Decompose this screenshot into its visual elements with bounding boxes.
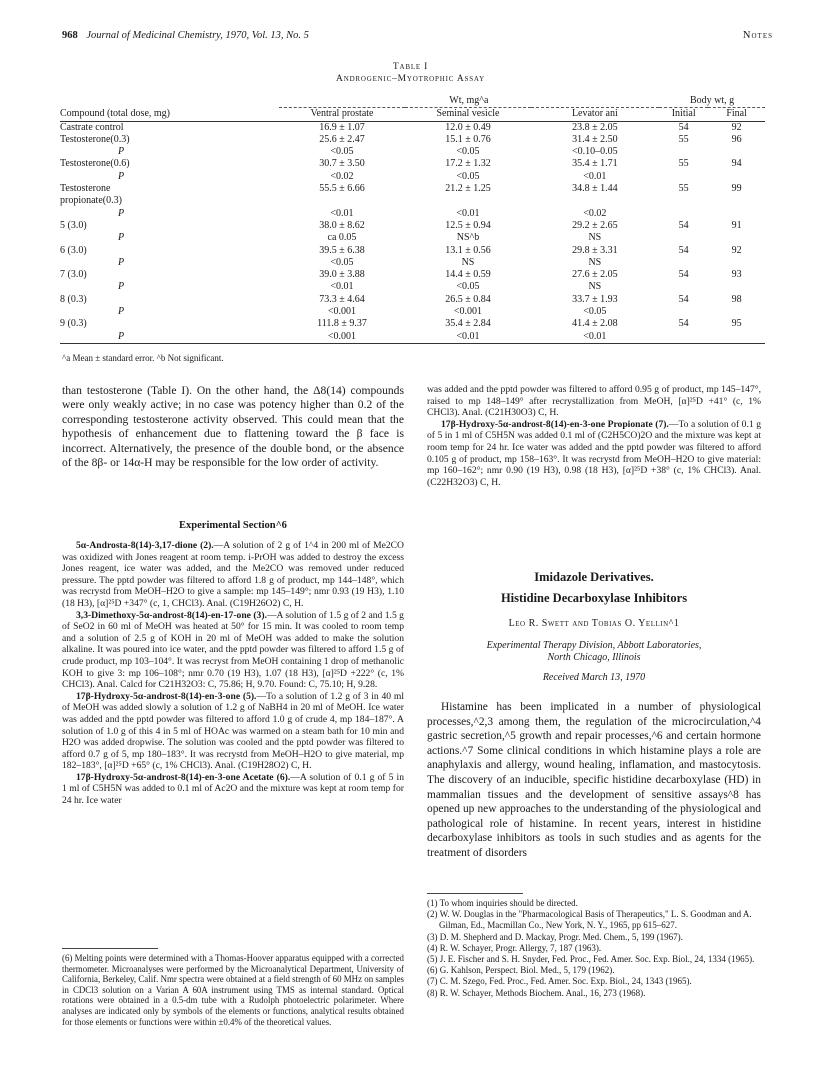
table-cell: 17.2 ± 1.32 — [445, 158, 491, 170]
reference-item: (1) To whom inquiries should be directed. — [427, 898, 578, 908]
table-cell: 98 — [731, 293, 742, 305]
table-cell-compound: P — [118, 207, 125, 219]
table-cell — [659, 195, 708, 207]
table-cell: 34.8 ± 1.44 — [572, 183, 618, 195]
table-row — [60, 331, 765, 344]
table-cell — [708, 331, 765, 344]
table-cell: 39.5 ± 6.38 — [319, 244, 365, 256]
reference-item: (4) R. W. Schayer, Progr. Allergy, 7, 187 (1963). — [427, 942, 602, 953]
table-cell: 54 — [678, 318, 689, 330]
table-cell: 54 — [678, 293, 689, 305]
table-row — [60, 318, 765, 330]
section-name: Notes — [742, 30, 773, 41]
table-cell — [531, 195, 660, 207]
table-cell: 14.4 ± 0.59 — [445, 269, 491, 281]
table-cell — [708, 171, 765, 183]
table-cell: <0.01 — [456, 330, 480, 342]
table-cell: 16.9 ± 1.07 — [319, 121, 365, 133]
table-cell-compound: P — [118, 330, 125, 342]
table-cell — [659, 171, 708, 183]
col-header-levator-ani: Levator ani — [571, 108, 618, 120]
article-authors: Leo R. Swett and Tobias O. Yellin^1 — [508, 618, 680, 629]
table-row — [60, 257, 765, 269]
table-footnote: ^a Mean ± standard error. ^b Not significant. — [62, 353, 224, 363]
table-cell — [659, 208, 708, 220]
exp-paragraph-4-cont: was added and the pptd powder was filtered to afford 0.95 g of product, mp 145–147°, raised to mp 148–149° after recrystallization from MeOH, [α]²⁵D +41° (c, 1% CHCl3). Anal. (C21H30O3) C, H. — [427, 384, 761, 419]
table-label: Table I — [392, 62, 429, 72]
table-cell: 54 — [678, 244, 689, 256]
table-cell: <0.001 — [453, 306, 483, 318]
table-cell: 12.5 ± 0.94 — [445, 219, 491, 231]
discussion-paragraph: than testosterone (Table I). On the other hand, the Δ8(14) compounds were only weakly active; in no case was potency higher than 0.2 of the corresponding testosterone activity observed. This could mean that the hypothesis of enhancement due to flattening toward the β face is incorrect. Alternatively, the presence of the double bond, or the absence of the 8β- or 14α-H may be responsible for the low order of activity. — [62, 384, 404, 470]
table-cell: <0.05 — [456, 170, 480, 182]
reference-item: (5) J. E. Fischer and S. H. Snyder, Fed. Proc., Fed. Amer. Soc. Exp. Biol., 24, 1334 (1965). — [427, 954, 755, 965]
table-row — [60, 195, 765, 207]
table-cell: <0.01 — [330, 281, 354, 293]
table-cell-compound: Castrate control — [60, 121, 124, 133]
table-cell: 13.1 ± 0.56 — [445, 244, 491, 256]
table-cell-compound: Testosterone(0.3) — [60, 133, 130, 145]
table-cell: 55 — [678, 158, 689, 170]
table-cell: <0.01 — [456, 207, 480, 219]
article-title-line-1: Imidazole Derivatives. — [534, 570, 654, 584]
table-cell: 111.8 ± 9.37 — [317, 318, 367, 330]
table-cell: 92 — [731, 121, 742, 133]
table-cell: 94 — [731, 158, 742, 170]
reference-item: (8) R. W. Schayer, Methods Biochem. Anal., 16, 273 (1968). — [427, 987, 646, 998]
article-title-line-2: Histidine Decarboxylase Inhibitors — [500, 591, 688, 605]
table-cell: NS — [588, 281, 602, 293]
exp-paragraph-3: 17β-Hydroxy-5α-androst-8(14)-en-3-one (5).—To a solution of 1.2 g of 3 in 40 ml of MeOH was added slowly a solution of 1.2 g of NaBH4 in 20 ml of MeOH. Ice water was added and the pptd powder was filtered to afford 1.0 g of crude 4, mp 184–187°. A solution of 1.0 g of this 4 in 5 ml of HOAc was warmed on a steam bath for 10 min and H2O was added dropwise. The solution was cooled and the pptd powder was filtered to afford 0.7 g of 5, mp 180–183°. It was recrystd from MeOH–H2O to give material, mp 182–183°, [α]²⁵D +65° (c, 1% CHCl3). Anal. (C19H28O2) C, H. — [62, 690, 404, 772]
table-cell — [659, 146, 708, 158]
journal-title: Journal of Medicinal Chemistry, 1970, Vol. 13, No. 5 — [86, 30, 309, 41]
table-cell: 33.7 ± 1.93 — [572, 293, 618, 305]
running-header — [62, 30, 309, 41]
table-row — [60, 171, 765, 183]
exp-paragraph-1: 5α-Androsta-8(14)-3,17-dione (2).—A solution of 2 g of 1^4 in 200 ml of Me2CO was oxidized with Jones reagent at room temp. i-PrOH was added to destroy the excess Jones reagent, ice water was added, and the Me2CO was removed under reduced pressure. The pptd powder was filtered to afford 1.8 g of product, mp 144–148°, which was recrystd from MeOH–H2O to give a sample: mp 145–149°; nmr 0.93 (19 H3), 1.10 (18 H3), [α]²⁵D +347° (c, 1, CHCl3). Anal. (C19H26O2) C, H. — [62, 540, 404, 609]
reference-item: (3) D. M. Shepherd and D. Mackay, Progr. Med. Chem., 5, 199 (1967). — [427, 931, 683, 942]
table-cell — [708, 232, 765, 244]
table-cell: 96 — [731, 133, 742, 145]
table-cell: <0.05 — [330, 146, 354, 158]
table-row — [60, 294, 765, 306]
table-cell: 15.1 ± 0.76 — [445, 133, 491, 145]
table-cell-compound: 5 (3.0) — [60, 219, 87, 231]
exp-paragraph-2: 3,3-Dimethoxy-5α-androst-8(14)-en-17-one (3).—A solution of 1.5 g of 2 and 1.5 g of SeO2 in 60 ml of MeOH was heated at 50° for 15 min. It was cooled to room temp and a solution of 2.5 g of KOH in 20 ml of MeOH was added to make the solution alkaline. It was poured into ice water, and the pptd powder was filtered to afford 1.5 g of crude product, mp 103–104°. It was recryst from MeOH containing 1 drop of methanolic KOH to give 3: mp 106–108°; nmr 0.70 (19 H3), 1.07 (18 H3), [α]²⁵D +222° (c, 1% CHCl3). Anal. Calcd for C21H32O3: C, 75.86; H, 9.70. Found: C, 75.10; H, 9.28. — [62, 609, 404, 691]
col-header-seminal-vesicle: Seminal vesicle — [436, 108, 500, 120]
table-cell-compound: 7 (3.0) — [60, 269, 87, 281]
table-cell: <0.10–0.05 — [572, 146, 618, 158]
references-divider — [427, 893, 523, 894]
table-cell: ca 0.05 — [327, 232, 357, 244]
table-cell-compound: P — [118, 146, 125, 158]
table-row — [60, 281, 765, 293]
table-cell: <0.05 — [456, 281, 480, 293]
table-cell: 54 — [678, 269, 689, 281]
table-cell: <0.01 — [583, 170, 607, 182]
affiliation-line-2: North Chicago, Illinois — [547, 652, 641, 663]
table-cell: 55 — [678, 133, 689, 145]
table-cell — [708, 257, 765, 269]
table-cell: 21.2 ± 1.25 — [445, 183, 491, 195]
assay-table — [60, 95, 765, 344]
table-cell-compound: 8 (0.3) — [60, 293, 87, 305]
table-cell — [708, 208, 765, 220]
table-cell: 31.4 ± 2.50 — [572, 133, 618, 145]
table-cell: 35.4 ± 1.71 — [572, 158, 618, 170]
table-cell — [659, 331, 708, 344]
table-cell: 91 — [731, 219, 742, 231]
table-cell-compound: Testosterone(0.6) — [60, 158, 130, 170]
footnote-divider — [62, 948, 158, 949]
experimental-body — [62, 540, 404, 807]
table-row — [60, 269, 765, 281]
table-cell-compound: Testosterone — [60, 183, 111, 195]
table-cell: <0.05 — [330, 256, 354, 268]
right-continuation — [427, 384, 761, 488]
table-cell — [659, 257, 708, 269]
references-list — [427, 898, 761, 999]
table-cell: 54 — [678, 219, 689, 231]
table-cell: 95 — [731, 318, 742, 330]
table-cell: 12.0 ± 0.49 — [445, 121, 491, 133]
table-cell: 54 — [678, 121, 689, 133]
table-cell: NS — [588, 232, 602, 244]
table-cell-compound: 6 (3.0) — [60, 244, 87, 256]
table-cell: <0.05 — [583, 306, 607, 318]
table-cell: 27.6 ± 2.05 — [572, 269, 618, 281]
table-row — [60, 134, 765, 146]
table-cell: 55 — [678, 183, 689, 195]
table-row — [60, 306, 765, 318]
experimental-heading: Experimental Section^6 — [179, 520, 287, 531]
reference-item: (6) G. Kahlson, Perspect. Biol. Med., 5, 179 (1962). — [427, 965, 615, 976]
table-row — [60, 232, 765, 244]
table-cell: <0.01 — [583, 330, 607, 342]
page-number: 968 — [62, 30, 78, 41]
exp-paragraph-5: 17β-Hydroxy-5α-androst-8(14)-en-3-one Propionate (7).—To a solution of 0.1 g of 5 in 1 ml of C5H5N was added 0.1 ml of (C2H5CO)2O and the mixture was kept at room temp for 24 hr. Ice water was added and the pptd powder was filtered to afford 0.105 g of product, mp 158–163°. It was recrystd from MeOH–H2O to give material: mp 160–162°; nmr 0.90 (19 H3), 0.98 (18 H3), [α]²⁵D +38° (c, 1% CHCl3). Anal. (C22H32O3) C, H. — [427, 418, 761, 488]
table-cell: 92 — [731, 244, 742, 256]
table-cell-compound: P — [118, 306, 125, 318]
table-cell — [708, 281, 765, 293]
table-cell-compound: 9 (0.3) — [60, 318, 87, 330]
table-row — [60, 158, 765, 170]
table-cell: 38.0 ± 8.62 — [319, 219, 365, 231]
table-row — [60, 220, 765, 232]
table-cell — [708, 195, 765, 207]
bodywt-group-header: Body wt, g — [659, 95, 765, 108]
table-cell: 29.8 ± 3.31 — [572, 244, 618, 256]
table-cell: NS — [588, 256, 602, 268]
table-cell-compound: P — [118, 256, 125, 268]
table-cell: <0.02 — [583, 207, 607, 219]
col-header-ventral-prostate: Ventral prostate — [310, 108, 374, 120]
table-row — [60, 245, 765, 257]
table-cell-compound: propionate(0.3) — [60, 195, 122, 207]
col-header-final: Final — [726, 108, 747, 120]
methods-footnote: (6) Melting points were determined with a Thomas-Hoover apparatus equipped with a corrected thermometer. Microanalyses were performed by the Microanalytical Department, University of California, Berkeley, Calif. Nmr spectra were obtained at a field strength of 60 MHz on samples in CDCl3 solution on a Varian A 60A instrument using TMS as internal standard. Optical rotations were obtained in a 0.5-dm tube with a Rudolph photoelectric polarimeter. Where analyses are indicated only by symbols of the elements or functions, analytical results obtained for those elements or functions were within ±0.4% of the theoretical values. — [62, 953, 404, 1027]
table-cell: 30.7 ± 3.50 — [319, 158, 365, 170]
table-cell: 93 — [731, 269, 742, 281]
table-cell: 29.2 ± 2.65 — [572, 219, 618, 231]
table-cell: NS — [461, 256, 475, 268]
table-cell: 39.0 ± 3.88 — [319, 269, 365, 281]
col-header-compound: Compound (total dose, mg) — [60, 107, 170, 119]
table-cell: <0.05 — [456, 146, 480, 158]
table-cell — [405, 195, 530, 207]
table-cell: 73.3 ± 4.64 — [319, 293, 365, 305]
table-cell — [659, 281, 708, 293]
table-cell: 99 — [731, 183, 742, 195]
table-cell — [708, 306, 765, 318]
table-cell: <0.001 — [327, 306, 357, 318]
table-row — [60, 121, 765, 134]
col-header-initial: Initial — [671, 108, 696, 120]
table-cell: NS^b — [456, 232, 480, 244]
table-cell: <0.01 — [330, 207, 354, 219]
table-cell — [659, 306, 708, 318]
table-row — [60, 146, 765, 158]
table-cell: 23.8 ± 2.05 — [572, 121, 618, 133]
table-cell-compound: P — [118, 232, 125, 244]
table-cell: 41.4 ± 2.08 — [572, 318, 618, 330]
table-row — [60, 208, 765, 220]
reference-item: (2) W. W. Douglas in the "Pharmacological Basis of Therapeutics," L. S. Goodman and A. Gilman, Ed., Macmillan Co., New York, N. Y., 1965, pp 615–627. — [427, 909, 752, 931]
introduction-paragraph: Histamine has been implicated in a number of physiological processes,^2,3 among them, the regulation of the microcirculation,^4 gastric secretion,^5 growth and repair processes,^6 and certain hormone actions.^7 Some clinical conditions in which histamine plays a role are anaphylaxis and allergy, wound healing, inflamation, and mastocytosis. The discovery of an inducible, specific histidine decarboxylase (HD) in mammalian tissues and the development of sensitive assays^8 has opened up new approaches to the understanding of the physiological and pathological role of histamine. In recent years, interest in histidine decarboxylase inhibitors as tools in such studies and as agents for the treatment of disorders — [427, 701, 761, 859]
table-cell: 25.6 ± 2.47 — [319, 133, 365, 145]
received-date: Received March 13, 1970 — [542, 672, 646, 683]
table-row — [60, 183, 765, 195]
table-cell-compound: P — [118, 281, 125, 293]
table-cell: <0.001 — [327, 330, 357, 342]
exp-paragraph-4: 17β-Hydroxy-5α-androst-8(14)-en-3-one Acetate (6).—A solution of 0.1 g of 5 in 1 ml of C5H5N was added to 0.1 ml of Ac2O and the mixture was kept at room temp for 24 hr. Ice water — [62, 771, 404, 807]
table-body — [60, 121, 765, 343]
table-cell — [708, 146, 765, 158]
reference-item: (7) C. M. Szego, Fed. Proc., Fed. Amer. Soc. Exp. Biol., 24, 1343 (1965). — [427, 976, 692, 987]
table-title: Androgenic–Myotrophic Assay — [336, 74, 485, 84]
wt-group-header: Wt, mg^a — [279, 95, 660, 108]
table-cell — [279, 195, 406, 207]
affiliation-line-1: Experimental Therapy Division, Abbott Laboratories, — [486, 640, 702, 651]
table-cell: 35.4 ± 2.84 — [445, 318, 491, 330]
table-cell: 55.5 ± 6.66 — [319, 183, 365, 195]
table-cell: 26.5 ± 0.84 — [445, 293, 491, 305]
table-cell — [659, 232, 708, 244]
table-cell-compound: P — [118, 170, 125, 182]
table-cell: <0.02 — [330, 170, 354, 182]
